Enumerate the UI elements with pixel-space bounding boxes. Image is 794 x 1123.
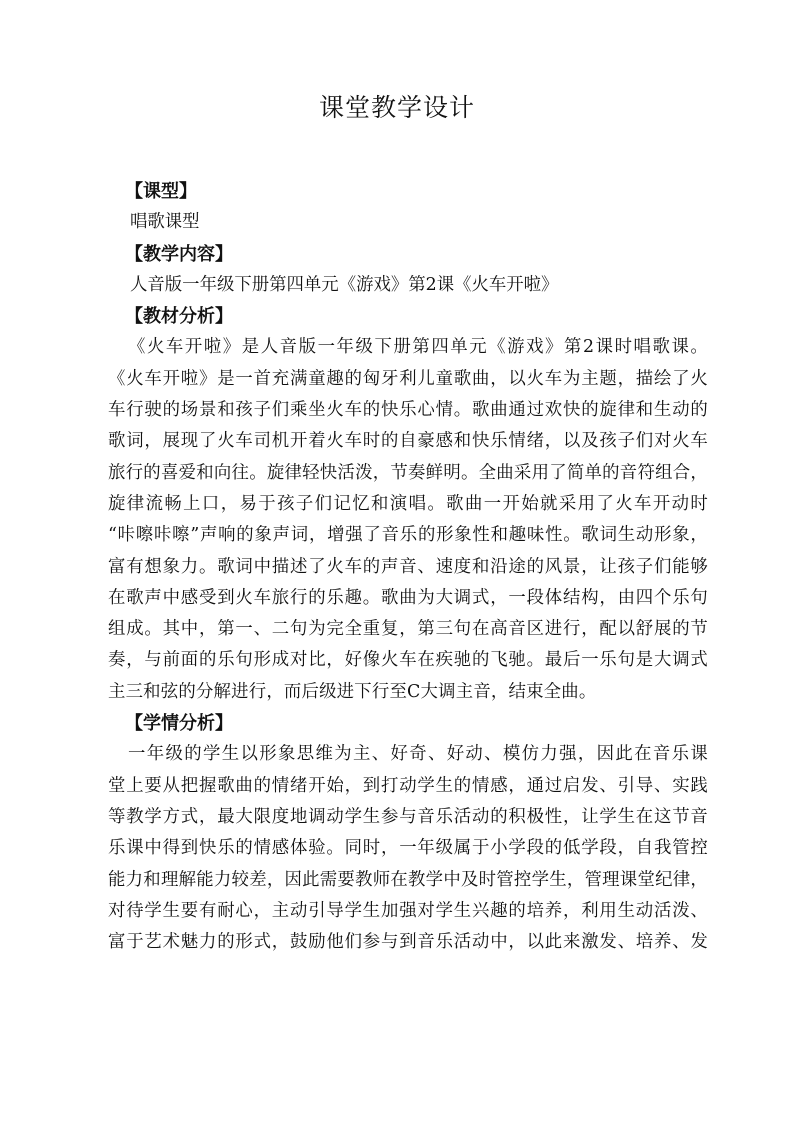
paragraph-line: 歌词，展现了火车司机开着火车时的自豪感和快乐情绪，以及孩子们对火车: [108, 431, 708, 452]
page-title: 课堂教学设计: [318, 93, 475, 122]
paragraph-line: 一年级的学生以形象思维为主、好奇、好动、模仿力强，因此在音乐课: [128, 744, 708, 765]
paragraph-line: 车行驶的场景和孩子们乘坐火车的快乐心情。歌曲通过欢快的旋律和生动的: [108, 400, 708, 421]
heading-teaching-content: 【教学内容】: [125, 243, 233, 265]
heading-student-analysis: 【学情分析】: [125, 713, 233, 735]
paragraph-line: 《火车开啦》是一首充满童趣的匈牙利儿童歌曲，以火车为主题，描绘了火: [108, 368, 708, 389]
paragraph-line: 《火车开啦》是人音版一年级下册第四单元《游戏》第2课时唱歌课。: [128, 337, 708, 358]
paragraph-line: 在歌声中感受到火车旅行的乐趣。歌曲为大调式，一段体结构，由四个乐句: [108, 587, 708, 608]
heading-textbook-analysis: 【教材分析】: [125, 306, 233, 328]
teaching-content-text: 人音版一年级下册第四单元《游戏》第2课《火车开啦》: [130, 274, 559, 295]
paragraph-line: 等教学方式，最大限度地调动学生参与音乐活动的积极性，让学生在这节音: [108, 806, 708, 827]
document-body: [108, 176, 708, 958]
paragraph-line: 组成。其中，第一、二句为完全重复，第三句在高音区进行，配以舒展的节: [108, 619, 708, 640]
heading-lesson-type: 【课型】: [125, 181, 197, 202]
paragraph-line: 旅行的喜爱和向往。旋律轻快活泼，节奏鲜明。全曲采用了简单的音符组合，: [108, 462, 708, 483]
paragraph-line: 堂上要从把握歌曲的情绪开始，到打动学生的情感，通过启发、引导、实践: [108, 775, 708, 796]
student-analysis-paragraph: [108, 739, 708, 958]
paragraph-line: 能力和理解能力较差，因此需要教师在教学中及时管控学生，管理课堂纪律，: [108, 869, 708, 890]
paragraph-line: 富有想象力。歌词中描述了火车的声音、速度和沿途的风景，让孩子们能够: [108, 556, 708, 577]
paragraph-line: 富于艺术魅力的形式，鼓励他们参与到音乐活动中，以此来激发、培养、发: [108, 932, 708, 953]
paragraph-line: 对待学生要有耐心，主动引导学生加强对学生兴趣的培养，利用生动活泼、: [108, 900, 708, 921]
paragraph-line: “咔嚓咔嚓”声响的象声词，增强了音乐的形象性和趣味性。歌词生动形象，: [108, 525, 708, 546]
paragraph-line: 主三和弦的分解进行，而后级进下行至C大调主音，结束全曲。: [108, 681, 597, 702]
textbook-analysis-paragraph: [108, 332, 708, 708]
lesson-type-text: 唱歌课型: [130, 212, 200, 233]
paragraph-line: 旋律流畅上口，易于孩子们记忆和演唱。歌曲一开始就采用了火车开动时: [108, 493, 708, 514]
paragraph-line: 奏，与前面的乐句形成对比，好像火车在疾驰的飞驰。最后一乐句是大调式: [108, 650, 708, 671]
paragraph-line: 乐课中得到快乐的情感体验。同时，一年级属于小学段的低学段，自我管控: [108, 838, 708, 859]
